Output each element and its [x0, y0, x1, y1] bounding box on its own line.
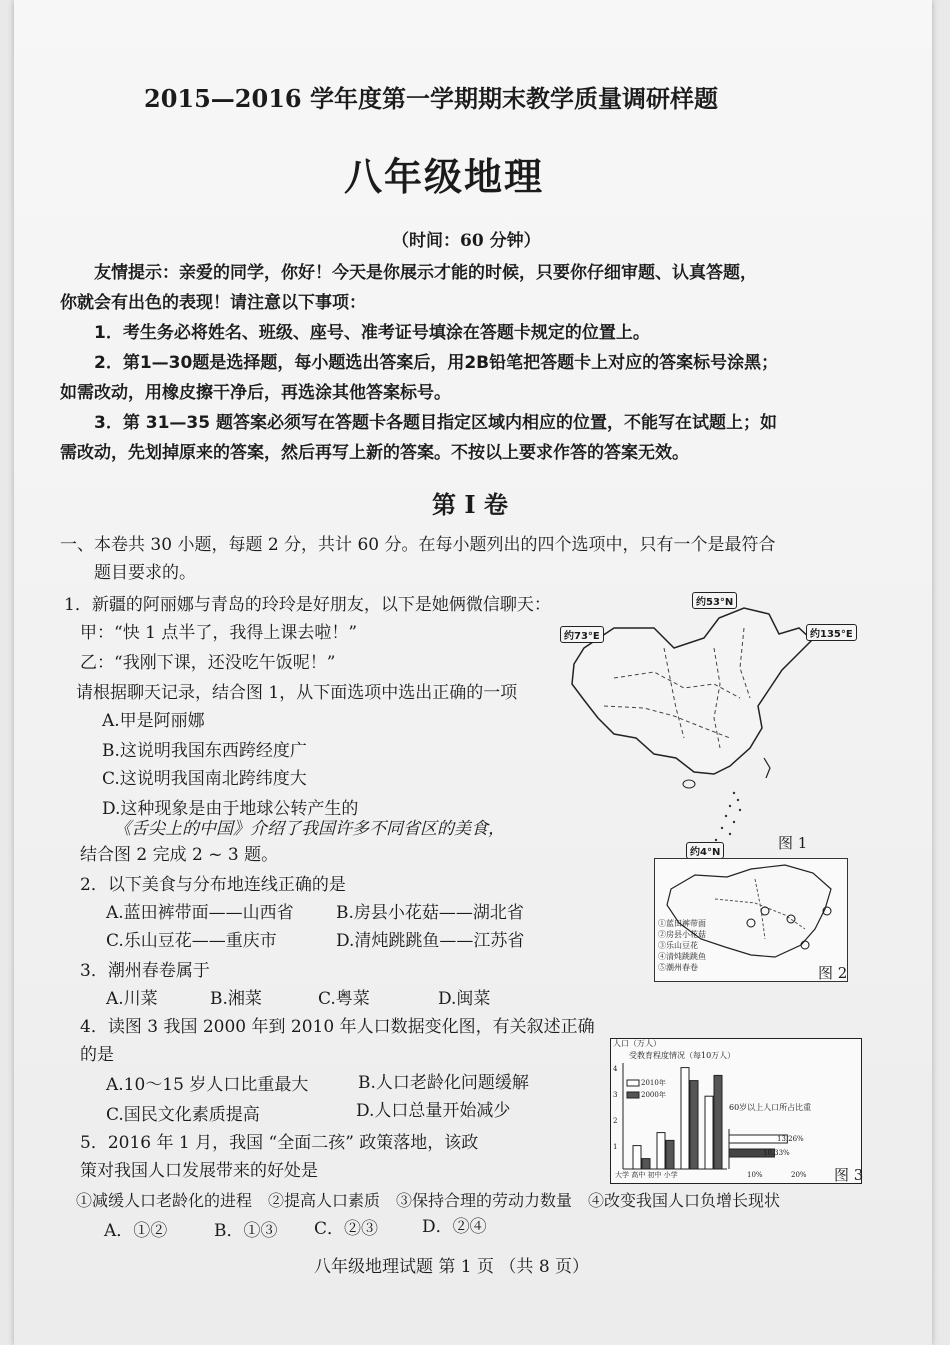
instruction-2-line-2: 如需改动，用橡皮擦干净后，再选涂其他答案标号。 [60, 383, 451, 403]
legend-item-2: ②房县小花菇 [658, 930, 706, 939]
figure-3-caption: 图 3 [834, 1166, 864, 1184]
figure-2-caption: 图 2 [818, 964, 848, 982]
bar-2010-1 [657, 1133, 665, 1169]
legend-swatch-2010 [627, 1080, 639, 1086]
instruction-3-line-2: 需改动，先划掉原来的答案，然后再写上新的答案。不按以上要求作答的答案无效。 [60, 443, 689, 463]
q1-jia: 甲：“快 1 点半了，我得上课去啦！” [80, 623, 358, 643]
label-73e: 约73°E [560, 626, 604, 643]
bar-2000-3 [714, 1075, 722, 1169]
bar-2010-3 [705, 1096, 713, 1169]
label-135e: 约135°E [806, 624, 857, 641]
q1-option-a: A.甲是阿丽娜 [102, 711, 205, 731]
q1-ask: 请根据聊天记录，结合图 1，从下面选项中选出正确的一项 [76, 683, 518, 703]
q3-option-c: C.粤菜 [318, 989, 370, 1009]
exam-title: 2015—2016 学年度第一学期期末教学质量调研样题 [144, 84, 718, 113]
q2-option-c: C.乐山豆花——重庆市 [106, 931, 277, 951]
legend-item-4: ④清炖跳跳鱼 [658, 952, 706, 961]
q4-stem-line-1: 4．读图 3 我国 2000 年到 2010 年人口数据变化图，有关叙述正确 [80, 1017, 595, 1037]
q1-yi: 乙：“我刚下课，还没吃午饭呢！” [80, 653, 336, 673]
q5-option-b: B．①③ [214, 1221, 278, 1241]
q4-option-d: D.人口总量开始减少 [356, 1101, 511, 1121]
q1-option-b: B.这说明我国东西跨经度广 [102, 741, 307, 761]
chart-tick-20: 20% [791, 1171, 807, 1179]
q4-stem-line-2: 的是 [80, 1045, 114, 1065]
q2-3-intro-line-2: 结合图 2 完成 2 ~ 3 题。 [80, 845, 279, 865]
q5-option-a: A．①② [104, 1221, 168, 1241]
chart-ytick-1: 1 [613, 1143, 618, 1151]
chart-legend-2000: 2000年 [641, 1091, 666, 1099]
bar-2000-0 [642, 1159, 650, 1169]
bar-2000-2 [690, 1081, 698, 1169]
q3-option-b: B.湘菜 [210, 989, 262, 1009]
q4-option-c: C.国民文化素质提高 [106, 1105, 260, 1125]
instruction-1: 1．考生务必将姓名、班级、座号、准考证号填涂在答题卡规定的位置上。 [94, 323, 650, 343]
q5-stem-line-2: 策对我国人口发展带来的好处是 [80, 1161, 318, 1181]
q5-options-line: ①减缓人口老龄化的进程 ②提高人口素质 ③保持合理的劳动力数量 ④改变我国人口负增长现状 [76, 1191, 781, 1210]
chart-ytick-4: 4 [613, 1065, 618, 1073]
legend-item-3: ③乐山豆花 [658, 941, 698, 950]
intro-line-1: 友情提示：亲爱的同学，你好！今天是你展示才能的时候，只要你仔细审题、认真答题， [94, 263, 757, 283]
exam-page [14, 0, 932, 1345]
instruction-2-line-1: 2．第1—30题是选择题，每小题选出答案后，用2B铅笔把答题卡上对应的答案标号涂黑； [94, 353, 779, 373]
subject-title: 八年级地理 [344, 155, 545, 199]
q3-option-d: D.闽菜 [438, 989, 491, 1009]
q5-stem-line-1: 5．2016 年 1 月，我国 “全面二孩” 政策落地，该政 [80, 1133, 479, 1153]
bar-2010-0 [633, 1146, 641, 1169]
q2-option-a: A.蓝田裤带面——山西省 [106, 903, 294, 923]
section-title: 第 I 卷 [432, 490, 508, 519]
chart-right-title: 60岁以上人口所占比重 [729, 1103, 812, 1112]
figure-2-legend [658, 918, 728, 973]
legend-item-1: ①蓝田裤带面 [658, 919, 706, 928]
q2-option-b: B.房县小花菇——湖北省 [336, 903, 524, 923]
chart-ytick-3: 3 [613, 1091, 618, 1099]
intro-line-2: 你就会有出色的表现！请注意以下事项： [60, 293, 366, 313]
q4-option-a: A.10～15 岁人口比重最大 [106, 1075, 309, 1095]
chart-ytick-2: 2 [613, 1117, 618, 1125]
label-53n: 约53°N [692, 592, 737, 609]
q2-option-d: D.清炖跳跳鱼——江苏省 [336, 931, 525, 951]
time-note: （时间：60 分钟） [392, 231, 541, 251]
chart-tick-10: 10% [747, 1171, 763, 1179]
chart-left-title: 受教育程度情况（每10万人） [629, 1051, 736, 1060]
label-4n: 约4°N [686, 842, 724, 859]
q2-3-intro-line-1: 《舌尖上的中国》介绍了我国许多不同省区的美食， [114, 819, 505, 839]
figure-3-chart [610, 1038, 862, 1184]
bar-2000-1 [666, 1140, 674, 1169]
chart-y-label: 人口（万人） [613, 1039, 661, 1048]
q2-stem: 2．以下美食与分布地连线正确的是 [80, 875, 346, 895]
q3-option-a: A.川菜 [106, 989, 158, 1009]
section-desc-line-1: 一、本卷共 30 小题，每题 2 分，共计 60 分。在每小题列出的四个选项中，只有一个是最符合 [60, 535, 776, 555]
q3-stem: 3．潮州春卷属于 [80, 961, 210, 981]
bar-2010-2 [681, 1068, 689, 1169]
q1-option-d: D.这种现象是由于地球公转产生的 [102, 799, 359, 819]
chart-legend-2010: 2010年 [641, 1079, 666, 1087]
section-desc-line-2: 题目要求的。 [94, 563, 196, 583]
q5-option-c: C．②③ [314, 1219, 379, 1239]
chart-x-categories: 大学 高中 初中 小学 [615, 1171, 678, 1179]
figure-1-map [544, 588, 874, 858]
instruction-3-line-1: 3．第 31—35 题答案必须写在答题卡各题目指定区域内相应的位置，不能写在试题上；如 [94, 413, 777, 433]
q1-stem: 1．新疆的阿丽娜与青岛的玲玲是好朋友，以下是她俩微信聊天： [64, 595, 551, 615]
legend-item-5: ⑤潮州春卷 [658, 963, 698, 972]
figure-1-caption: 图 1 [778, 834, 808, 852]
legend-swatch-2000 [627, 1092, 639, 1098]
chart-bar-2010-label: 13.26% [777, 1135, 804, 1143]
page-footer: 八年级地理试题 第 1 页 （共 8 页） [314, 1257, 590, 1277]
q4-option-b: B.人口老龄化问题缓解 [358, 1073, 529, 1093]
q5-option-d: D．②④ [422, 1217, 487, 1237]
chart-bar-2000-label: 10.33% [763, 1149, 790, 1157]
q1-option-c: C.这说明我国南北跨纬度大 [102, 769, 307, 789]
